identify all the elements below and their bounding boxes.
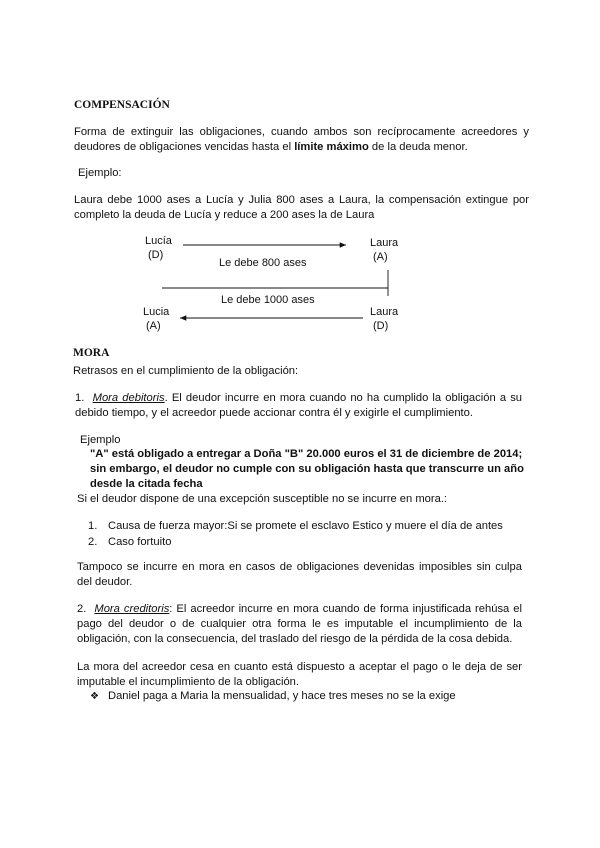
item-number: 1. (75, 392, 85, 404)
compensacion-heading: COMPENSACIÓN (74, 99, 170, 111)
diamond-bullet-icon: ❖ (90, 691, 99, 702)
mora-heading: MORA (73, 347, 110, 359)
definition-text: Forma de extinguir las obligaciones, cuando ambos son recíprocamente acreedores y deudores de obligaciones vencidas hasta el (74, 126, 529, 153)
mora-creditoris-term: Mora creditoris (94, 603, 170, 615)
mora-creditoris-item (77, 602, 522, 647)
mora-debitoris-term: Mora debitoris (92, 392, 165, 404)
mora-creditoris-text: : El acreedor incurre en mora cuando de forma injustificada rehúsa el pago del deudor o de cualquier otra forma le es imputable el incumplimiento de la obligación, con la consecuencia, del traslado del riesgo de la pérdida de la cosa debida. (77, 603, 522, 645)
mora-cessation: La mora del acreedor cesa en cuanto está dispuesto a aceptar el pago o le deja de ser imputable el incumplimiento de la obligación. (77, 661, 522, 688)
bottom-right-name: Laura (370, 306, 399, 318)
top-right-name: Laura (370, 237, 399, 249)
bottom-left-name: Lucia (143, 306, 170, 318)
bottom-right-tag: (D) (373, 320, 389, 332)
compensacion-example-label: Ejemplo: (78, 167, 122, 179)
mora-definition: Retrasos en el cumplimiento de la obligación: (73, 365, 299, 377)
mora-example-text: "A" está obligado a entregar a Doña "B" 20.000 euros el 31 de diciembre de 2014; sin embargo, el deudor no cumple con su obligación hasta que transcurre un año desde la citada fecha (90, 448, 524, 490)
top-left-tag: (D) (148, 249, 164, 261)
compensacion-example-text: Laura debe 1000 ases a Lucía y Julia 800 ases a Laura, la compensación extingue por completo la deuda de Lucía y reduce a 200 ases la de Laura (74, 194, 529, 221)
bottom-arrow-label: Le debe 1000 ases (221, 294, 315, 306)
exception-text: Causa de fuerza mayor:Si se promete el esclavo Estico y muere el día de antes (108, 520, 503, 532)
top-arrow-label: Le debe 800 ases (219, 257, 307, 269)
mora-example-label: Ejemplo (80, 434, 121, 446)
exception-number: 2. (88, 536, 98, 548)
exception-intro: Si el deudor dispone de una excepción susceptible no se incurre en mora.: (77, 493, 448, 505)
exception-item-2 (88, 535, 171, 550)
mora-debitoris-text: . El deudor incurre en mora cuando no ha cumplido la obligación a su debido tiempo, y el acreedor puede accionar contra él y exigirle el cumplimiento. (75, 392, 523, 419)
exception-item-1 (88, 519, 503, 534)
exception-text: Caso fortuito (108, 536, 172, 548)
top-right-tag: (A) (373, 251, 388, 263)
mora-debitoris-item (75, 391, 522, 421)
impossible-note: Tampoco se incurre en mora en casos de obligaciones devenidas imposibles sin culpa del deudor. (77, 561, 522, 588)
top-left-name: Lucía (145, 235, 172, 247)
item-number: 2. (77, 603, 87, 615)
definition-bold-term: límite máximo (294, 141, 369, 153)
bullet-text: Daniel paga a Maria la mensualidad, y hace tres meses no se la exige (108, 690, 456, 702)
bottom-left-tag: (A) (146, 320, 161, 332)
definition-text-end: de la deuda menor. (368, 141, 468, 153)
exception-number: 1. (88, 520, 98, 532)
bullet-item (90, 689, 456, 704)
